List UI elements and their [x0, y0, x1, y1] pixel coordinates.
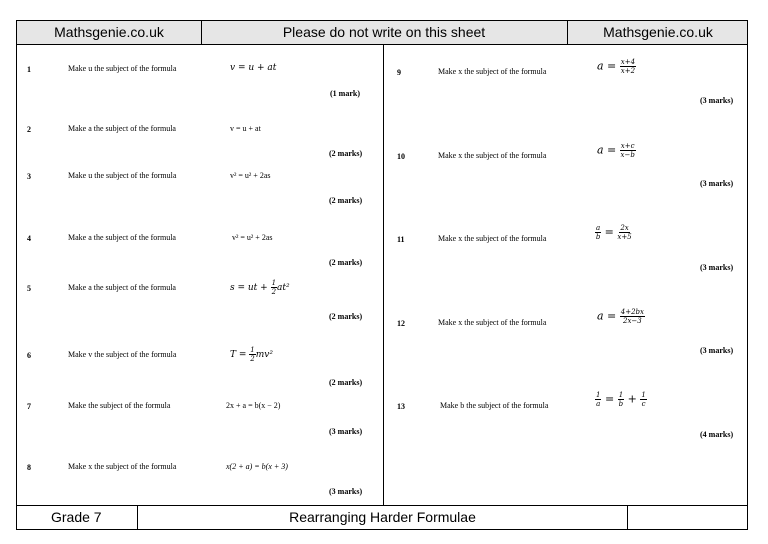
- marks: (3 marks): [329, 487, 363, 496]
- question-number: 5: [27, 284, 31, 293]
- question-text: Make x the subject of the formula: [438, 151, 547, 160]
- question-text: Make a the subject of the formula: [68, 233, 176, 242]
- formula: a = $\frac{x+c}{x-b}$: [597, 142, 635, 159]
- worksheet-frame: [16, 20, 748, 530]
- fraction: $\frac{1}{b}$: [618, 391, 624, 408]
- marks: (3 marks): [700, 346, 734, 355]
- footer-bar: [17, 505, 747, 529]
- formula: v = u + at: [230, 124, 261, 133]
- question-number: 4: [27, 234, 31, 243]
- question-text: Make x the subject of the formula: [438, 67, 547, 76]
- question-number: 3: [27, 172, 31, 181]
- fraction: $\frac{1}{c}$: [641, 391, 646, 408]
- question-text: Make v the subject of the formula: [68, 350, 177, 359]
- formula: 2x + a = b(x − 2): [226, 401, 281, 410]
- marks: (3 marks): [329, 427, 363, 436]
- formula: a = $\frac{x+4}{x+2}$: [597, 58, 636, 75]
- formula: a = $\frac{4+2bx}{2x-3}$: [597, 308, 644, 325]
- topic-title: Rearranging Harder Formulae: [289, 509, 476, 525]
- question-text: Make the subject of the formula: [68, 401, 171, 410]
- question-text: Make x the subject of the formula: [438, 318, 547, 327]
- formula: v = u + at: [230, 63, 277, 73]
- formula: v² = u² + 2as: [232, 233, 273, 242]
- marks: (2 marks): [329, 196, 363, 205]
- marks: (2 marks): [329, 149, 363, 158]
- marks: (3 marks): [700, 263, 734, 272]
- fraction: $\frac{1}{2}$: [271, 279, 277, 296]
- question-text: Make u the subject of the formula: [68, 64, 177, 73]
- question-number: 2: [27, 125, 31, 134]
- question-number: 12: [397, 319, 405, 328]
- marks: (3 marks): [700, 96, 734, 105]
- fraction: $\frac{a}{b}$: [595, 224, 601, 241]
- marks: (2 marks): [329, 378, 363, 387]
- question-number: 11: [397, 235, 405, 244]
- fraction: $\frac{4+2bx}{2x-3}$: [620, 308, 644, 325]
- footer-divider: [627, 506, 628, 529]
- question-number: 6: [27, 351, 31, 360]
- fraction: $\frac{2x}{x+5}$: [617, 224, 632, 241]
- question-text: Make x the subject of the formula: [438, 234, 547, 243]
- question-text: Make x the subject of the formula: [68, 462, 177, 471]
- question-text: Make u the subject of the formula: [68, 171, 177, 180]
- question-text: Make b the subject of the formula: [440, 401, 549, 410]
- header-divider: [567, 21, 568, 44]
- question-text: Make a the subject of the formula: [68, 124, 176, 133]
- fraction: $\frac{1}{a}$: [596, 391, 601, 408]
- header-bar: [17, 21, 747, 45]
- marks: (3 marks): [700, 179, 734, 188]
- formula: x(2 + a) = b(x + 3): [226, 462, 288, 471]
- question-number: 9: [397, 68, 401, 77]
- question-number: 10: [397, 152, 405, 161]
- header-notice: Please do not write on this sheet: [282, 24, 486, 40]
- marks: (2 marks): [329, 258, 363, 267]
- marks: (1 mark): [330, 89, 360, 98]
- formula: T = $\frac{1}{2}$ mv²: [230, 346, 273, 363]
- header-left-site: Mathsgenie.co.uk: [54, 24, 164, 40]
- fraction: $\frac{x+4}{x+2}$: [620, 58, 636, 75]
- formula: v² = u² + 2as: [230, 171, 271, 180]
- question-number: 8: [27, 463, 31, 472]
- fraction: $\frac{1}{2}$: [250, 346, 255, 363]
- formula: $\frac{1}{a}$ = $\frac{1}{b}$ + $\frac{1}{c}$: [596, 391, 646, 408]
- fraction: $\frac{x+c}{x-b}$: [620, 142, 635, 159]
- question-number: 13: [397, 402, 405, 411]
- footer-divider: [137, 506, 138, 529]
- marks: (2 marks): [329, 312, 363, 321]
- question-number: 7: [27, 402, 31, 411]
- column-divider: [383, 45, 384, 506]
- header-right-site: Mathsgenie.co.uk: [603, 24, 713, 40]
- marks: (4 marks): [700, 430, 734, 439]
- formula: s = ut + $\frac{1}{2}$ at²: [230, 279, 290, 296]
- header-divider: [201, 21, 202, 44]
- formula: $\frac{a}{b}$ = $\frac{2x}{x+5}$: [595, 224, 632, 241]
- question-number: 1: [27, 65, 31, 74]
- grade-label: Grade 7: [51, 509, 102, 525]
- question-text: Make a the subject of the formula: [68, 283, 176, 292]
